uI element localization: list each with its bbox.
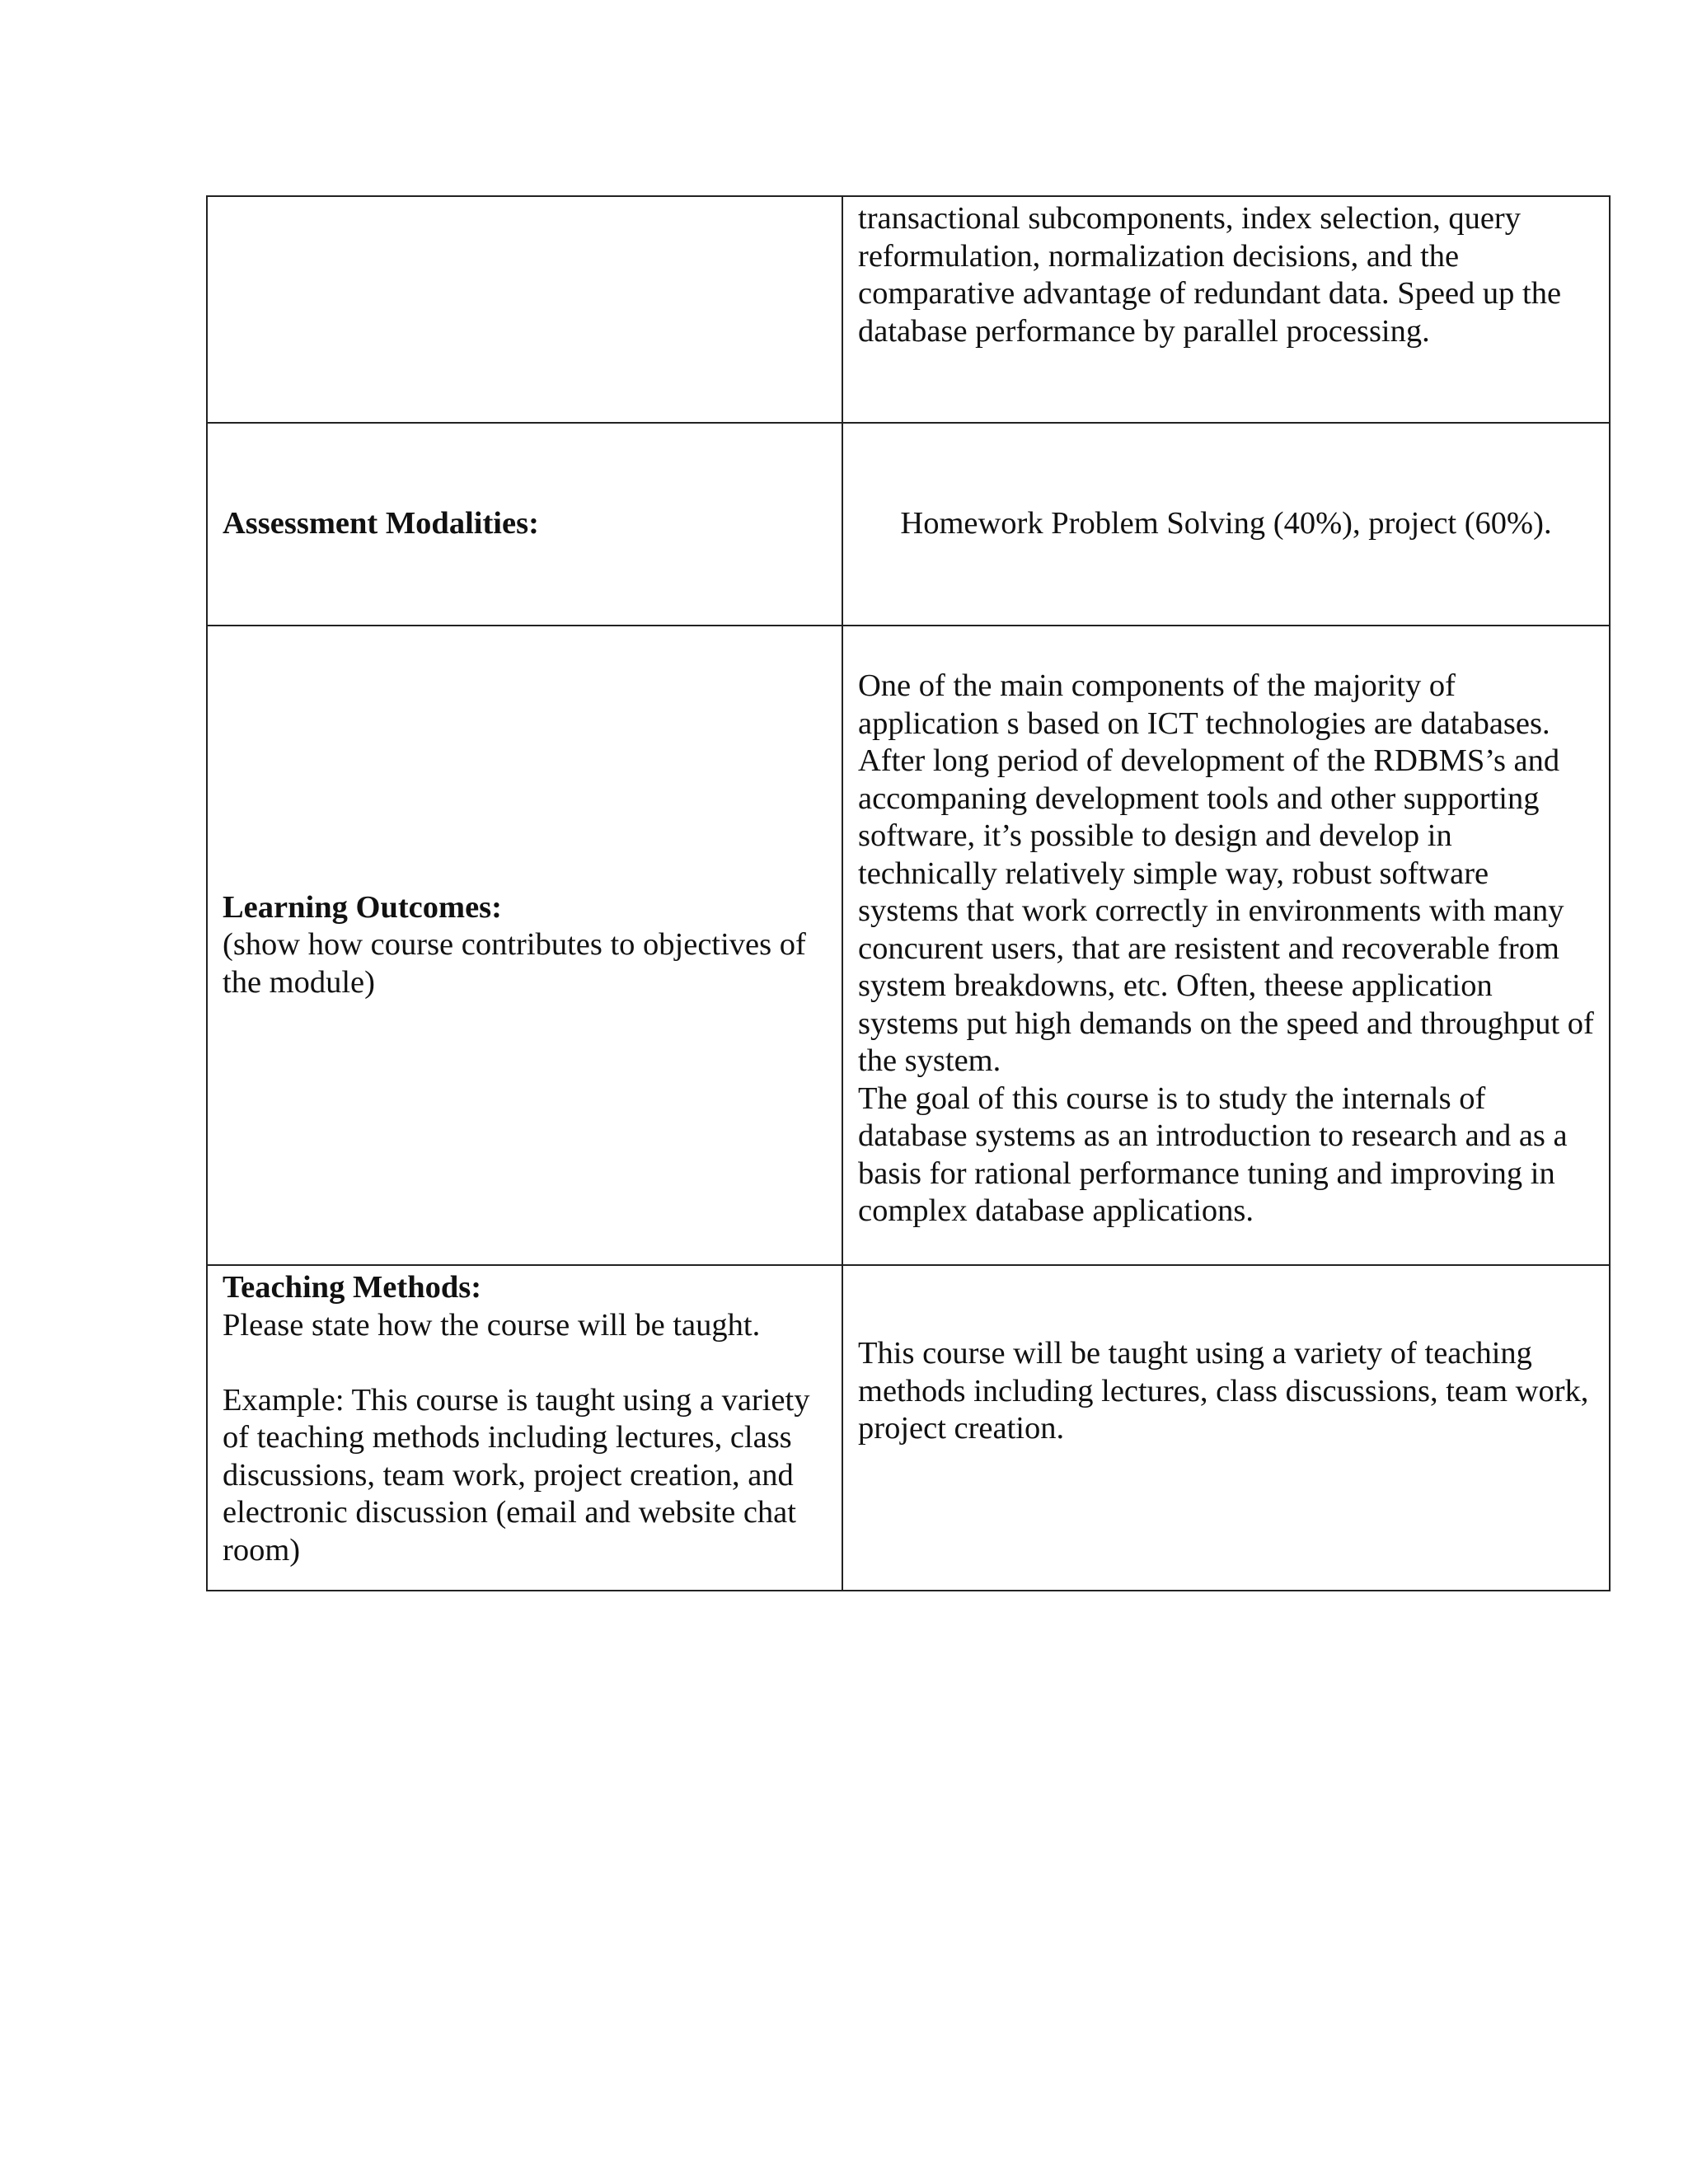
learning-outcomes-paragraph-1: One of the main components of the majority of application s based on ICT technologies are databases. After long period of development of the RDBMS’s and accompaning development tools and other supporting software, it’s possible to design and develop in technically relatively simple way, robust software systems that work correctly in environments with many concurent users, that are resistent and recoverable from system breakdowns, etc. Often, theese application systems put high demands on the speed and throughput of the system. — [858, 668, 1594, 1078]
assessment-label-cell — [207, 423, 842, 626]
learning-outcomes-label: Learning Outcomes: — [223, 889, 502, 925]
teaching-methods-value: This course will be taught using a variety of teaching methods including lectures, class discussions, team work, project creation. — [858, 1336, 1589, 1446]
assessment-label: Assessment Modalities: — [223, 506, 539, 541]
table-row-learning-outcomes — [207, 626, 1610, 1265]
table-row-assessment — [207, 423, 1610, 626]
continuation-text: transactional subcomponents, index selection, query reformulation, normalization decisions, and the comparative advantage of redundant data. Speed up the database performance by parallel processing. — [858, 201, 1562, 349]
teaching-methods-value-cell — [842, 1265, 1610, 1591]
continuation-value-cell — [842, 196, 1610, 423]
continuation-label-cell — [207, 196, 842, 423]
learning-outcomes-sublabel: (show how course contributes to objectives of the module) — [223, 927, 806, 1000]
learning-outcomes-paragraph-2: The goal of this course is to study the internals of database systems as an introduction to research and as a basis for rational performance tuning and improving in complex database applications. — [858, 1080, 1568, 1228]
teaching-methods-instruction: Please state how the course will be taught. — [223, 1307, 761, 1343]
table-row-continuation — [207, 196, 1610, 423]
learning-outcomes-label-cell — [207, 626, 842, 1265]
assessment-value: Homework Problem Solving (40%), project (60%). — [900, 506, 1552, 541]
learning-outcomes-value-cell — [842, 626, 1610, 1265]
course-description-table — [206, 195, 1611, 1591]
paragraph-spacer — [223, 1344, 827, 1382]
teaching-methods-label-cell — [207, 1265, 842, 1591]
teaching-methods-example: Example: This course is taught using a variety of teaching methods including lectures, class discussions, team work, project creation, and electronic discussion (email and website chat room) — [223, 1382, 810, 1568]
teaching-methods-label: Teaching Methods: — [223, 1270, 482, 1305]
assessment-value-cell — [842, 423, 1610, 626]
table-row-teaching-methods — [207, 1265, 1610, 1591]
